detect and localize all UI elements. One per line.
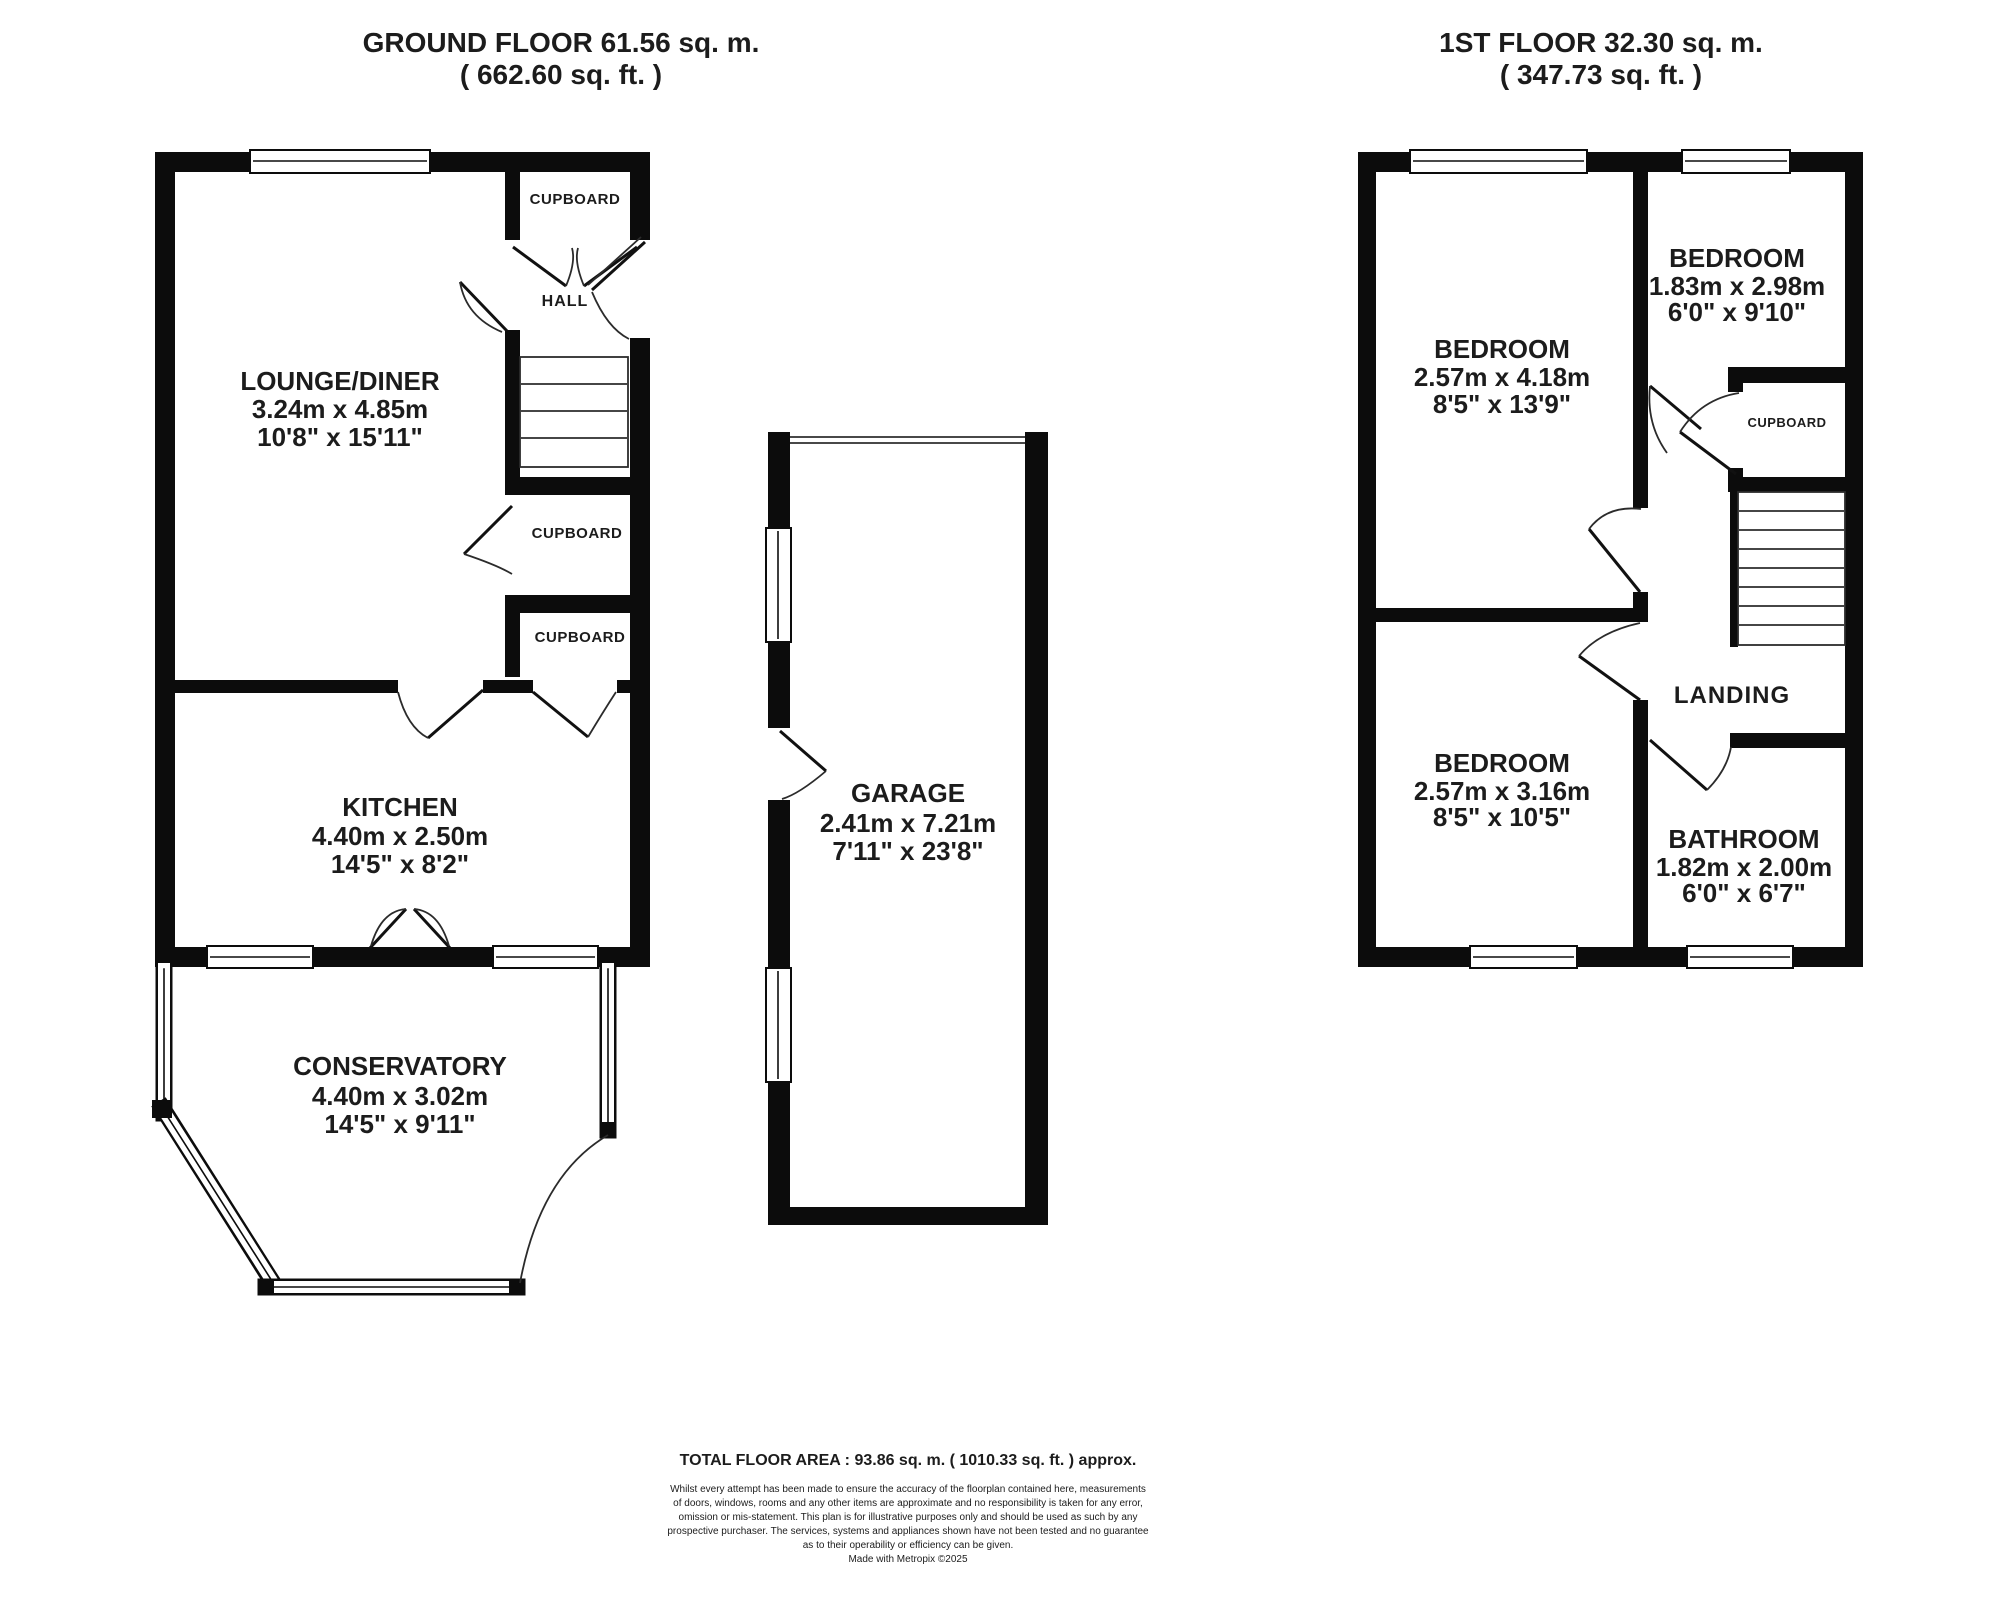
room-label-bedroom-3 bbox=[1649, 243, 1825, 327]
disclaimer-line: as to their operability or efficiency can be given. bbox=[802, 1540, 1014, 1551]
disclaimer-line: of doors, windows, rooms and any other items are approximate and no responsibility is taken for any error, bbox=[673, 1498, 1143, 1509]
ground-floor-title: GROUND FLOOR 61.56 sq. m. bbox=[362, 27, 760, 58]
disclaimer-line: omission or mis-statement. This plan is for illustrative purposes only and should be used as such by any bbox=[678, 1512, 1138, 1523]
svg-text:2.41m x 7.21m: 2.41m x 7.21m bbox=[819, 808, 997, 838]
svg-text:1.83m x 2.98m: 1.83m x 2.98m bbox=[1648, 271, 1826, 301]
svg-text:7'11" x 23'8": 7'11" x 23'8" bbox=[832, 836, 984, 866]
disclaimer-line: Whilst every attempt has been made to ensure the accuracy of the floorplan contained here, measurements bbox=[670, 1484, 1146, 1495]
svg-text:8'5" x 13'9": 8'5" x 13'9" bbox=[1432, 389, 1572, 419]
svg-text:10'8" x 15'11": 10'8" x 15'11" bbox=[257, 422, 423, 452]
svg-text:8'5" x 10'5": 8'5" x 10'5" bbox=[1432, 802, 1572, 832]
svg-text:6'0" x 6'7": 6'0" x 6'7" bbox=[1682, 878, 1806, 908]
metropix-credit: Made with Metropix ©2025 bbox=[848, 1554, 968, 1565]
first-floor-doors bbox=[1579, 386, 1739, 790]
svg-text:2.57m x 4.18m: 2.57m x 4.18m bbox=[1413, 362, 1591, 392]
room-label-bedroom-1 bbox=[1414, 334, 1590, 419]
svg-text:KITCHEN: KITCHEN bbox=[342, 792, 458, 822]
room-label-landing: LANDING bbox=[1673, 682, 1791, 709]
ground-floor-plan bbox=[152, 150, 1048, 1295]
room-label-cupboard-mid: CUPBOARD bbox=[531, 525, 623, 542]
disclaimer-line: prospective purchaser. The services, systems and appliances shown have not been tested and no guarantee bbox=[667, 1526, 1149, 1537]
room-label-bathroom bbox=[1656, 824, 1832, 908]
first-floor-title: 1ST FLOOR 32.30 sq. m. bbox=[1439, 27, 1763, 58]
room-label-conservatory bbox=[293, 1051, 507, 1139]
svg-text:4.40m x 2.50m: 4.40m x 2.50m bbox=[311, 821, 489, 851]
svg-text:1.82m x 2.00m: 1.82m x 2.00m bbox=[1655, 852, 1833, 882]
svg-text:CONSERVATORY: CONSERVATORY bbox=[293, 1051, 507, 1081]
svg-text:BATHROOM: BATHROOM bbox=[1668, 824, 1820, 854]
svg-text:BEDROOM: BEDROOM bbox=[1434, 334, 1570, 364]
room-label-cupboard-lower: CUPBOARD bbox=[534, 629, 626, 646]
svg-text:4.40m x 3.02m: 4.40m x 3.02m bbox=[311, 1081, 489, 1111]
svg-text:14'5" x 9'11": 14'5" x 9'11" bbox=[324, 1109, 476, 1139]
ground-floor-stairs bbox=[520, 357, 628, 467]
room-label-garage bbox=[820, 778, 996, 866]
svg-text:3.24m x 4.85m: 3.24m x 4.85m bbox=[251, 394, 429, 424]
first-floor-subtitle: ( 347.73 sq. ft. ) bbox=[1499, 59, 1703, 90]
footer bbox=[667, 1452, 1149, 1565]
svg-text:GARAGE: GARAGE bbox=[850, 778, 966, 808]
svg-text:14'5" x 8'2": 14'5" x 8'2" bbox=[330, 849, 470, 879]
svg-text:2.57m x 3.16m: 2.57m x 3.16m bbox=[1413, 776, 1591, 806]
first-floor-stairs bbox=[1738, 492, 1845, 645]
total-floor-area: TOTAL FLOOR AREA : 93.86 sq. m. ( 1010.33 sq. ft. ) approx. bbox=[679, 1452, 1137, 1469]
room-label-kitchen bbox=[312, 792, 488, 879]
svg-text:6'0" x 9'10": 6'0" x 9'10" bbox=[1667, 297, 1807, 327]
room-label-lounge-diner bbox=[240, 366, 440, 452]
svg-text:LOUNGE/DINER: LOUNGE/DINER bbox=[240, 366, 440, 396]
room-label-cupboard-top: CUPBOARD bbox=[529, 191, 621, 208]
room-label-hall: HALL bbox=[541, 293, 589, 310]
svg-text:BEDROOM: BEDROOM bbox=[1669, 243, 1805, 273]
room-label-bedroom-2 bbox=[1414, 748, 1590, 832]
conservatory-door-arc bbox=[520, 1135, 608, 1283]
room-label-cupboard-first: CUPBOARD bbox=[1747, 415, 1827, 430]
svg-text:BEDROOM: BEDROOM bbox=[1434, 748, 1570, 778]
ground-floor-subtitle: ( 662.60 sq. ft. ) bbox=[459, 59, 663, 90]
